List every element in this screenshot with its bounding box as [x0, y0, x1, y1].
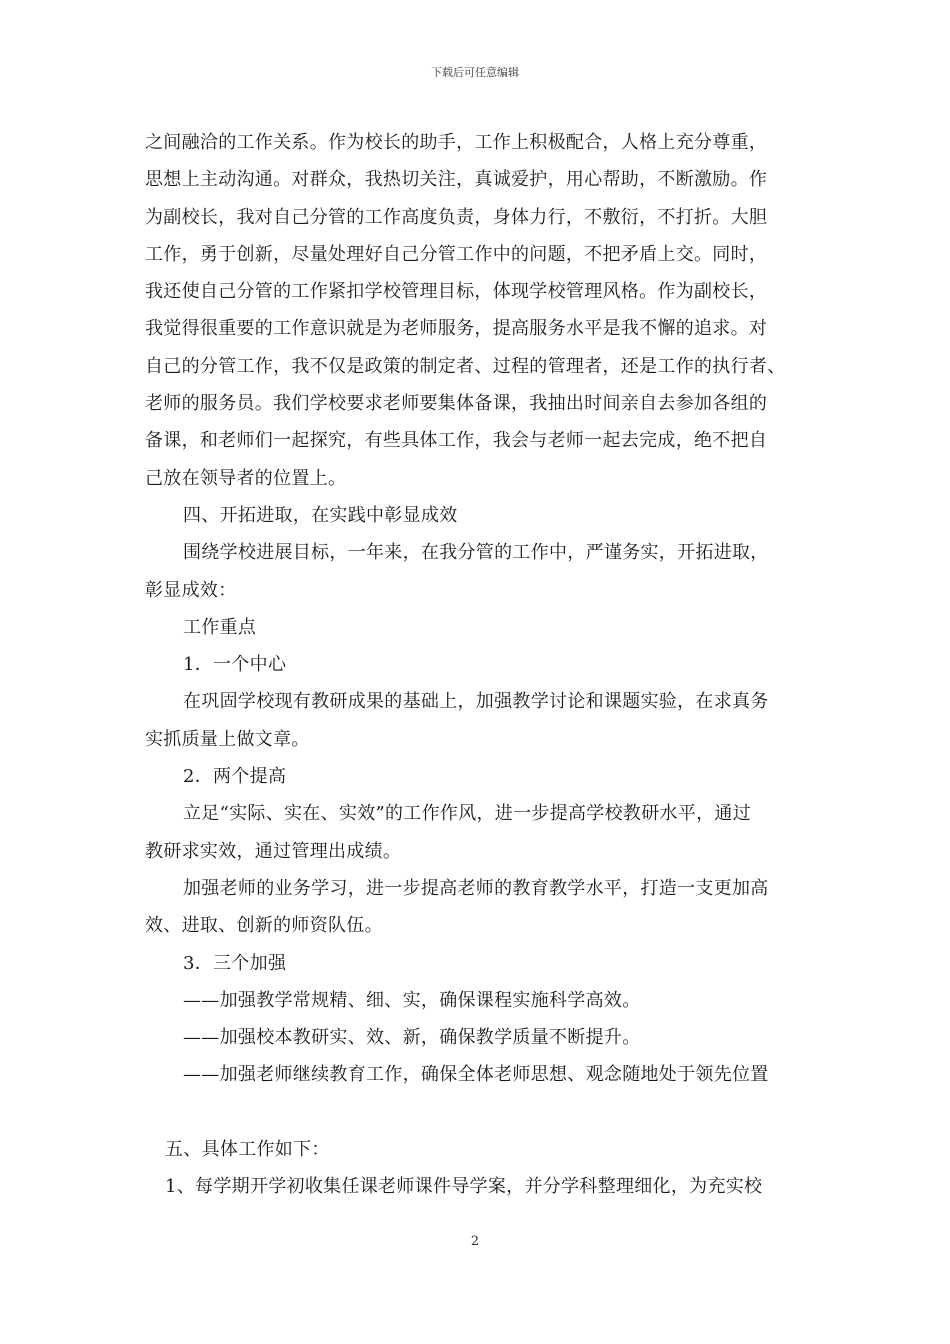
- text-line: 之间融洽的工作关系。作为校长的助手，工作上积极配合，人格上充分尊重，: [145, 132, 768, 153]
- text-line: 教研求实效，通过管理出成绩。: [145, 840, 402, 862]
- text-line: 我还使自己分管的工作紧扣学校管理目标，体现学校管理风格。作为副校长，: [145, 281, 768, 303]
- dash-item: ——加强校本教研实、效、新，确保教学质量不断提升。: [183, 1027, 641, 1049]
- section-heading: 四、开拓进取，在实践中彰显成效: [183, 504, 458, 526]
- text-line: 围绕学校进展目标，一年来，在我分管的工作中，严谨务实，开拓进取，: [183, 542, 769, 564]
- section-heading: 五、具体工作如下：: [165, 1139, 330, 1161]
- text-line: 加强老师的业务学习，进一步提高老师的教育教学水平，打造一支更加高: [183, 877, 769, 899]
- text-line: 实抓质量上做文章。: [145, 728, 310, 750]
- text-line: 自己的分管工作，我不仅是政策的制定者、过程的管理者，还是工作的执行者、: [145, 355, 786, 377]
- text-line: 在巩固学校现有教研成果的基础上，加强教学讨论和课题实验，在求真务: [183, 691, 769, 713]
- text-line: 工作，勇于创新，尽量处理好自己分管工作中的问题，不把矛盾上交。同时，: [145, 243, 768, 265]
- page-header: 下载后可任意编辑: [431, 66, 519, 79]
- list-heading: 1．一个中心: [183, 654, 287, 676]
- page-number: 2: [470, 1234, 480, 1249]
- text-line: 己放在领导者的位置上。: [145, 467, 347, 489]
- text-line: 我觉得很重要的工作意识就是为老师服务，提高服务水平是我不懈的追求。对: [145, 318, 768, 340]
- dash-item: ——加强教学常规精、细、实，确保课程实施科学高效。: [183, 989, 641, 1011]
- list-heading: 2．两个提高: [183, 766, 287, 788]
- text-line: 1、每学期开学初收集任课老师课件导学案，并分学科整理细化，为充实校: [165, 1176, 763, 1198]
- text-line: 备课，和老师们一起探究，有些具体工作，我会与老师一起去完成，绝不把自: [145, 430, 768, 452]
- text-line: 思想上主动沟通。对群众，我热切关注，真诚爱护，用心帮助，不断激励。作: [145, 169, 768, 191]
- text-line: 效、进取、创新的师资队伍。: [145, 915, 383, 937]
- text-line: 老师的服务员。我们学校要求老师要集体备课，我抽出时间亲自去参加各组的: [145, 393, 768, 415]
- list-heading: 3．三个加强: [183, 952, 287, 974]
- text-line: 为副校长，我对自己分管的工作高度负责，身体力行，不敷衍，不打折。大胆: [145, 206, 768, 228]
- document-body: [145, 124, 815, 1206]
- dash-item: ——加强老师继续教育工作，确保全体老师思想、观念随地处于领先位置: [183, 1064, 769, 1086]
- text-line: 立足“实际、实在、实效”的工作作风，进一步提高学校教研水平，通过: [183, 803, 752, 825]
- subheading: 工作重点: [183, 616, 257, 638]
- text-line: 彰显成效：: [145, 579, 237, 601]
- blank-line: [145, 1094, 815, 1131]
